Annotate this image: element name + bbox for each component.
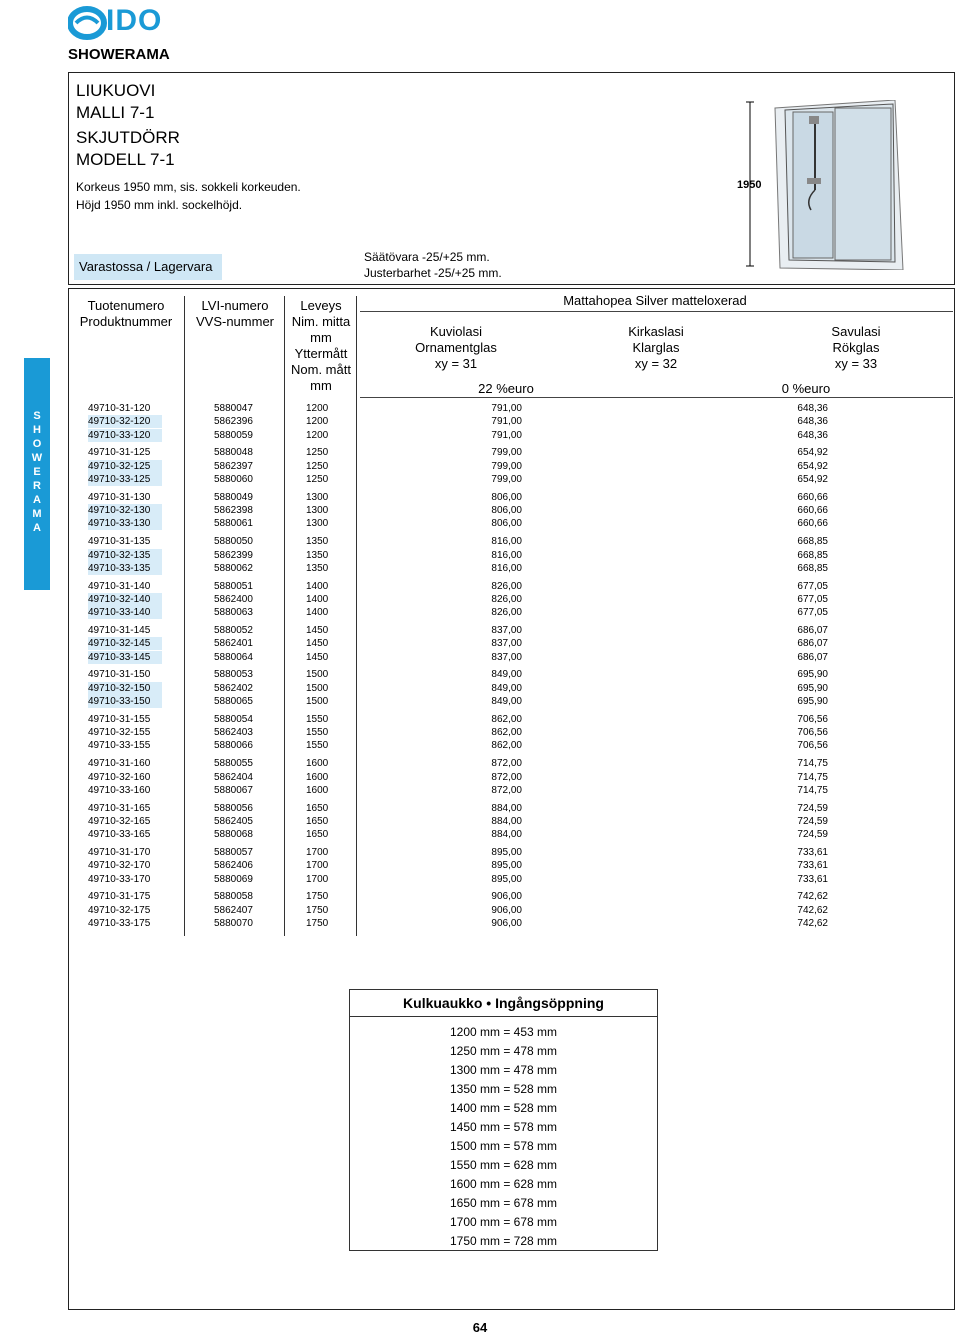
cell-width: 1700 bbox=[306, 873, 329, 885]
cell-price-22: 872,00 bbox=[491, 771, 522, 783]
cell-width: 1450 bbox=[306, 651, 329, 663]
cell-width: 1750 bbox=[306, 891, 329, 903]
cell-width: 1400 bbox=[306, 593, 329, 605]
cell-price-0: 706,56 bbox=[797, 740, 828, 752]
cell-price-0: 660,66 bbox=[797, 505, 828, 517]
cell-price-22: 816,00 bbox=[491, 549, 522, 561]
sidebar-letter: H bbox=[33, 424, 41, 436]
cell-price-0: 686,07 bbox=[797, 625, 828, 636]
adjust-line-1: Säätövara -25/+25 mm. bbox=[364, 250, 490, 264]
cell-product-number: 49710-33-140 bbox=[88, 606, 162, 619]
cell-price-0: 668,85 bbox=[797, 536, 828, 548]
cell-product-number: 49710-32-155 bbox=[88, 727, 151, 739]
cell-price-0: 742,62 bbox=[797, 904, 828, 916]
cell-price-0: 724,59 bbox=[797, 815, 828, 827]
cell-price-0: 648,36 bbox=[797, 416, 828, 428]
cell-width: 1500 bbox=[306, 669, 329, 681]
cell-price-0: 686,07 bbox=[797, 651, 828, 663]
sidebar-letter: W bbox=[31, 452, 43, 464]
cell-product-number: 49710-32-140 bbox=[88, 593, 162, 606]
cell-width: 1400 bbox=[306, 607, 329, 619]
cell-price-22: 872,00 bbox=[491, 784, 522, 796]
passage-title: Kulkuaukko • Ingångsöppning bbox=[349, 989, 658, 1017]
cell-lvi-number: 5880061 bbox=[214, 518, 253, 530]
cell-price-0: 654,92 bbox=[797, 460, 828, 472]
cell-product-number: 49710-31-120 bbox=[88, 403, 151, 414]
cell-product-number: 49710-32-120 bbox=[88, 415, 162, 428]
title-line-4: MODELL 7-1 bbox=[76, 150, 175, 169]
cell-price-22: 837,00 bbox=[491, 625, 522, 636]
cell-price-22: 837,00 bbox=[491, 638, 522, 650]
cell-lvi-number: 5880057 bbox=[214, 847, 253, 858]
cell-lvi-number: 5880053 bbox=[214, 669, 253, 681]
cell-product-number: 49710-31-135 bbox=[88, 536, 151, 548]
height-label: 1950 bbox=[737, 179, 762, 191]
cell-price-22: 884,00 bbox=[491, 829, 522, 841]
cell-product-number: 49710-33-170 bbox=[88, 873, 151, 885]
sidebar-showerama bbox=[24, 358, 50, 590]
cell-product-number: 49710-32-175 bbox=[88, 904, 151, 916]
cell-lvi-number: 5880049 bbox=[214, 491, 253, 503]
cell-width: 1300 bbox=[306, 491, 329, 503]
cell-width: 1250 bbox=[306, 460, 329, 472]
col-divider-1 bbox=[184, 296, 185, 936]
cell-width: 1650 bbox=[306, 802, 329, 814]
cell-price-0: 648,36 bbox=[797, 403, 828, 414]
cell-product-number: 49710-31-130 bbox=[88, 491, 151, 503]
cell-price-0: 714,75 bbox=[797, 758, 828, 770]
cell-width: 1750 bbox=[306, 918, 329, 929]
page-number: 64 bbox=[472, 1320, 488, 1335]
cell-lvi-number: 5862402 bbox=[214, 682, 253, 694]
cell-price-0: 714,75 bbox=[797, 784, 828, 796]
cell-lvi-number: 5880063 bbox=[214, 607, 253, 619]
cell-product-number: 49710-33-175 bbox=[88, 918, 151, 929]
cell-price-22: 849,00 bbox=[491, 669, 522, 681]
cell-lvi-number: 5880050 bbox=[214, 536, 253, 548]
cell-price-0: 714,75 bbox=[797, 771, 828, 783]
cell-price-22: 906,00 bbox=[491, 918, 522, 929]
cell-width: 1200 bbox=[306, 429, 329, 441]
passage-row: 1350 mm = 528 mm bbox=[449, 1082, 558, 1096]
cell-lvi-number: 5862397 bbox=[214, 460, 253, 472]
cell-width: 1450 bbox=[306, 638, 329, 650]
cell-price-0: 654,92 bbox=[797, 447, 828, 459]
cell-width: 1250 bbox=[306, 474, 329, 485]
cell-lvi-number: 5880055 bbox=[214, 758, 253, 770]
cell-width: 1650 bbox=[306, 815, 329, 827]
cell-product-number: 49710-32-135 bbox=[88, 549, 162, 562]
cell-product-number: 49710-31-165 bbox=[88, 802, 151, 814]
cell-product-number: 49710-31-175 bbox=[88, 891, 151, 903]
passage-row: 1500 mm = 578 mm bbox=[449, 1139, 558, 1153]
cell-price-22: 906,00 bbox=[491, 891, 522, 903]
cell-lvi-number: 5862396 bbox=[214, 416, 253, 428]
header-glass-clear: Kirkaslasi Klarglas xy = 32 bbox=[628, 324, 684, 371]
cell-price-0: 733,61 bbox=[797, 847, 828, 858]
cell-product-number: 49710-32-160 bbox=[88, 771, 151, 783]
cell-width: 1250 bbox=[306, 447, 329, 459]
price-header-22: 22 %euro bbox=[478, 381, 534, 396]
sidebar-letter: A bbox=[33, 494, 41, 506]
title-line-1: LIUKUOVI bbox=[76, 81, 156, 100]
cell-price-0: 695,90 bbox=[797, 669, 828, 681]
cell-price-22: 791,00 bbox=[491, 429, 522, 441]
cell-price-0: 695,90 bbox=[797, 682, 828, 694]
cell-width: 1550 bbox=[306, 713, 329, 725]
cell-price-0: 733,61 bbox=[797, 860, 828, 872]
cell-lvi-number: 5862406 bbox=[214, 860, 253, 872]
cell-width: 1600 bbox=[306, 758, 329, 770]
cell-lvi-number: 5862405 bbox=[214, 815, 253, 827]
cell-product-number: 49710-33-160 bbox=[88, 784, 151, 796]
header-lvi-number: LVI-numero VVS-nummer bbox=[195, 298, 275, 329]
cell-lvi-number: 5880062 bbox=[214, 562, 253, 574]
cell-price-22: 816,00 bbox=[491, 536, 522, 548]
cell-width: 1750 bbox=[306, 904, 329, 916]
cell-width: 1300 bbox=[306, 505, 329, 517]
cell-price-22: 799,00 bbox=[491, 447, 522, 459]
shower-door-photo bbox=[745, 100, 905, 270]
cell-price-22: 826,00 bbox=[491, 580, 522, 592]
sidebar-letter: E bbox=[33, 466, 41, 478]
cell-price-22: 862,00 bbox=[491, 727, 522, 739]
cell-width: 1600 bbox=[306, 771, 329, 783]
cell-product-number: 49710-31-170 bbox=[88, 847, 151, 858]
cell-price-22: 799,00 bbox=[491, 460, 522, 472]
cell-width: 1400 bbox=[306, 580, 329, 592]
cell-product-number: 49710-31-125 bbox=[88, 447, 151, 459]
cell-price-22: 884,00 bbox=[491, 815, 522, 827]
cell-lvi-number: 5880068 bbox=[214, 829, 253, 841]
cell-product-number: 49710-31-155 bbox=[88, 713, 151, 725]
passage-row: 1450 mm = 578 mm bbox=[449, 1120, 558, 1134]
logo-text: IDO bbox=[106, 4, 163, 37]
cell-lvi-number: 5880047 bbox=[214, 403, 253, 414]
section-title: SHOWERAMA bbox=[68, 46, 170, 63]
cell-price-0: 742,62 bbox=[797, 918, 828, 929]
price-divider bbox=[360, 397, 953, 398]
cell-price-0: 742,62 bbox=[797, 891, 828, 903]
cell-lvi-number: 5862403 bbox=[214, 727, 253, 739]
cell-lvi-number: 5880067 bbox=[214, 784, 253, 796]
cell-price-22: 816,00 bbox=[491, 562, 522, 574]
cell-price-0: 660,66 bbox=[797, 491, 828, 503]
cell-product-number: 49710-33-150 bbox=[88, 695, 162, 708]
cell-lvi-number: 5880066 bbox=[214, 740, 253, 752]
price-header-0: 0 %euro bbox=[781, 381, 831, 396]
cell-lvi-number: 5880069 bbox=[214, 873, 253, 885]
cell-width: 1550 bbox=[306, 740, 329, 752]
cell-lvi-number: 5880048 bbox=[214, 447, 253, 459]
cell-width: 1550 bbox=[306, 727, 329, 739]
cell-product-number: 49710-33-145 bbox=[88, 651, 162, 664]
cell-price-0: 733,61 bbox=[797, 873, 828, 885]
cell-product-number: 49710-32-170 bbox=[88, 860, 151, 872]
cell-price-0: 686,07 bbox=[797, 638, 828, 650]
cell-lvi-number: 5880060 bbox=[214, 474, 253, 485]
header-glass-smoke: Savulasi Rökglas xy = 33 bbox=[831, 324, 881, 371]
cell-lvi-number: 5880065 bbox=[214, 696, 253, 707]
cell-price-22: 872,00 bbox=[491, 758, 522, 770]
cell-price-0: 706,56 bbox=[797, 727, 828, 739]
title-line-2: MALLI 7-1 bbox=[76, 103, 155, 122]
cell-lvi-number: 5862404 bbox=[214, 771, 253, 783]
cell-price-22: 799,00 bbox=[491, 474, 522, 485]
cell-price-22: 895,00 bbox=[491, 873, 522, 885]
cell-width: 1500 bbox=[306, 682, 329, 694]
cell-product-number: 49710-31-145 bbox=[88, 625, 151, 636]
cell-price-22: 849,00 bbox=[491, 682, 522, 694]
title-line-3: SKJUTDÖRR bbox=[76, 128, 180, 147]
cell-price-0: 677,05 bbox=[797, 580, 828, 592]
cell-price-0: 695,90 bbox=[797, 696, 828, 707]
header-glass-ornament: Kuviolasi Ornamentglas xy = 31 bbox=[415, 324, 497, 371]
cell-product-number: 49710-33-165 bbox=[88, 829, 151, 841]
cell-price-0: 668,85 bbox=[797, 549, 828, 561]
passage-row: 1750 mm = 728 mm bbox=[449, 1234, 558, 1248]
cell-price-22: 806,00 bbox=[491, 505, 522, 517]
cell-product-number: 49710-32-150 bbox=[88, 682, 162, 695]
cell-lvi-number: 5862407 bbox=[214, 904, 253, 916]
cell-lvi-number: 5880056 bbox=[214, 802, 253, 814]
cell-lvi-number: 5880059 bbox=[214, 429, 253, 441]
stock-badge: Varastossa / Lagervara bbox=[74, 254, 222, 280]
cell-product-number: 49710-32-130 bbox=[88, 504, 162, 517]
cell-width: 1300 bbox=[306, 518, 329, 530]
cell-price-22: 895,00 bbox=[491, 860, 522, 872]
cell-price-22: 895,00 bbox=[491, 847, 522, 858]
passage-row: 1300 mm = 478 mm bbox=[449, 1063, 558, 1077]
passage-row: 1600 mm = 628 mm bbox=[449, 1177, 558, 1191]
passage-row: 1400 mm = 528 mm bbox=[449, 1101, 558, 1115]
header-matte: Mattahopea Silver matteloxerad bbox=[563, 293, 747, 308]
header-product-number: Tuotenumero Produktnummer bbox=[79, 298, 173, 329]
cell-price-22: 862,00 bbox=[491, 713, 522, 725]
cell-lvi-number: 5880058 bbox=[214, 891, 253, 903]
cell-product-number: 49710-33-135 bbox=[88, 562, 162, 575]
cell-price-0: 648,36 bbox=[797, 429, 828, 441]
cell-width: 1450 bbox=[306, 625, 329, 636]
cell-width: 1200 bbox=[306, 416, 329, 428]
passage-row: 1250 mm = 478 mm bbox=[449, 1044, 558, 1058]
cell-price-0: 668,85 bbox=[797, 562, 828, 574]
sidebar-letter: O bbox=[32, 438, 42, 450]
cell-price-22: 849,00 bbox=[491, 696, 522, 707]
cell-price-22: 791,00 bbox=[491, 416, 522, 428]
description-line-2: Höjd 1950 mm inkl. sockelhöjd. bbox=[76, 198, 243, 212]
col-divider-3 bbox=[356, 296, 357, 936]
passage-row: 1700 mm = 678 mm bbox=[449, 1215, 558, 1229]
cell-width: 1600 bbox=[306, 784, 329, 796]
cell-lvi-number: 5880070 bbox=[214, 918, 253, 929]
header-divider bbox=[360, 311, 953, 312]
cell-product-number: 49710-31-160 bbox=[88, 758, 151, 770]
cell-width: 1350 bbox=[306, 562, 329, 574]
cell-product-number: 49710-33-130 bbox=[88, 517, 162, 530]
header-width: Leveys Nim. mitta mm Yttermått Nom. mått mm bbox=[291, 298, 351, 393]
passage-row: 1550 mm = 628 mm bbox=[449, 1158, 558, 1172]
col-divider-2 bbox=[284, 296, 285, 936]
cell-product-number: 49710-33-155 bbox=[88, 740, 151, 752]
cell-lvi-number: 5880054 bbox=[214, 713, 253, 725]
sidebar-letter: A bbox=[33, 522, 41, 534]
adjust-line-2: Justerbarhet -25/+25 mm. bbox=[364, 266, 502, 280]
cell-product-number: 49710-31-150 bbox=[88, 669, 151, 681]
sidebar-letter: R bbox=[33, 480, 41, 492]
cell-price-0: 654,92 bbox=[797, 474, 828, 485]
sidebar-letter: M bbox=[32, 508, 42, 520]
cell-product-number: 49710-31-140 bbox=[88, 580, 151, 592]
cell-product-number: 49710-32-145 bbox=[88, 637, 162, 650]
cell-price-0: 677,05 bbox=[797, 607, 828, 619]
cell-lvi-number: 5880051 bbox=[214, 580, 253, 592]
cell-price-0: 660,66 bbox=[797, 518, 828, 530]
passage-row: 1200 mm = 453 mm bbox=[449, 1025, 558, 1039]
cell-lvi-number: 5862401 bbox=[214, 638, 253, 650]
cell-product-number: 49710-32-165 bbox=[88, 815, 151, 827]
cell-width: 1500 bbox=[306, 696, 329, 707]
cell-price-0: 706,56 bbox=[797, 713, 828, 725]
cell-lvi-number: 5862399 bbox=[214, 549, 253, 561]
cell-price-22: 791,00 bbox=[491, 403, 522, 414]
cell-lvi-number: 5862398 bbox=[214, 505, 253, 517]
cell-price-22: 826,00 bbox=[491, 607, 522, 619]
cell-lvi-number: 5862400 bbox=[214, 593, 253, 605]
cell-price-22: 884,00 bbox=[491, 802, 522, 814]
cell-product-number: 49710-33-125 bbox=[88, 473, 162, 486]
cell-product-number: 49710-33-120 bbox=[88, 429, 162, 442]
cell-price-22: 862,00 bbox=[491, 740, 522, 752]
cell-price-22: 906,00 bbox=[491, 904, 522, 916]
cell-width: 1350 bbox=[306, 549, 329, 561]
cell-width: 1700 bbox=[306, 847, 329, 858]
cell-width: 1650 bbox=[306, 829, 329, 841]
cell-price-0: 677,05 bbox=[797, 593, 828, 605]
cell-lvi-number: 5880052 bbox=[214, 625, 253, 636]
cell-price-22: 826,00 bbox=[491, 593, 522, 605]
cell-width: 1200 bbox=[306, 403, 329, 414]
cell-width: 1350 bbox=[306, 536, 329, 548]
cell-price-0: 724,59 bbox=[797, 829, 828, 841]
cell-price-0: 724,59 bbox=[797, 802, 828, 814]
cell-width: 1700 bbox=[306, 860, 329, 872]
cell-product-number: 49710-32-125 bbox=[88, 460, 162, 473]
cell-price-22: 837,00 bbox=[491, 651, 522, 663]
cell-price-22: 806,00 bbox=[491, 491, 522, 503]
cell-price-22: 806,00 bbox=[491, 518, 522, 530]
passage-row: 1650 mm = 678 mm bbox=[449, 1196, 558, 1210]
sidebar-letter: S bbox=[33, 410, 41, 422]
description-line-1: Korkeus 1950 mm, sis. sokkeli korkeuden. bbox=[76, 180, 301, 194]
cell-lvi-number: 5880064 bbox=[214, 651, 253, 663]
